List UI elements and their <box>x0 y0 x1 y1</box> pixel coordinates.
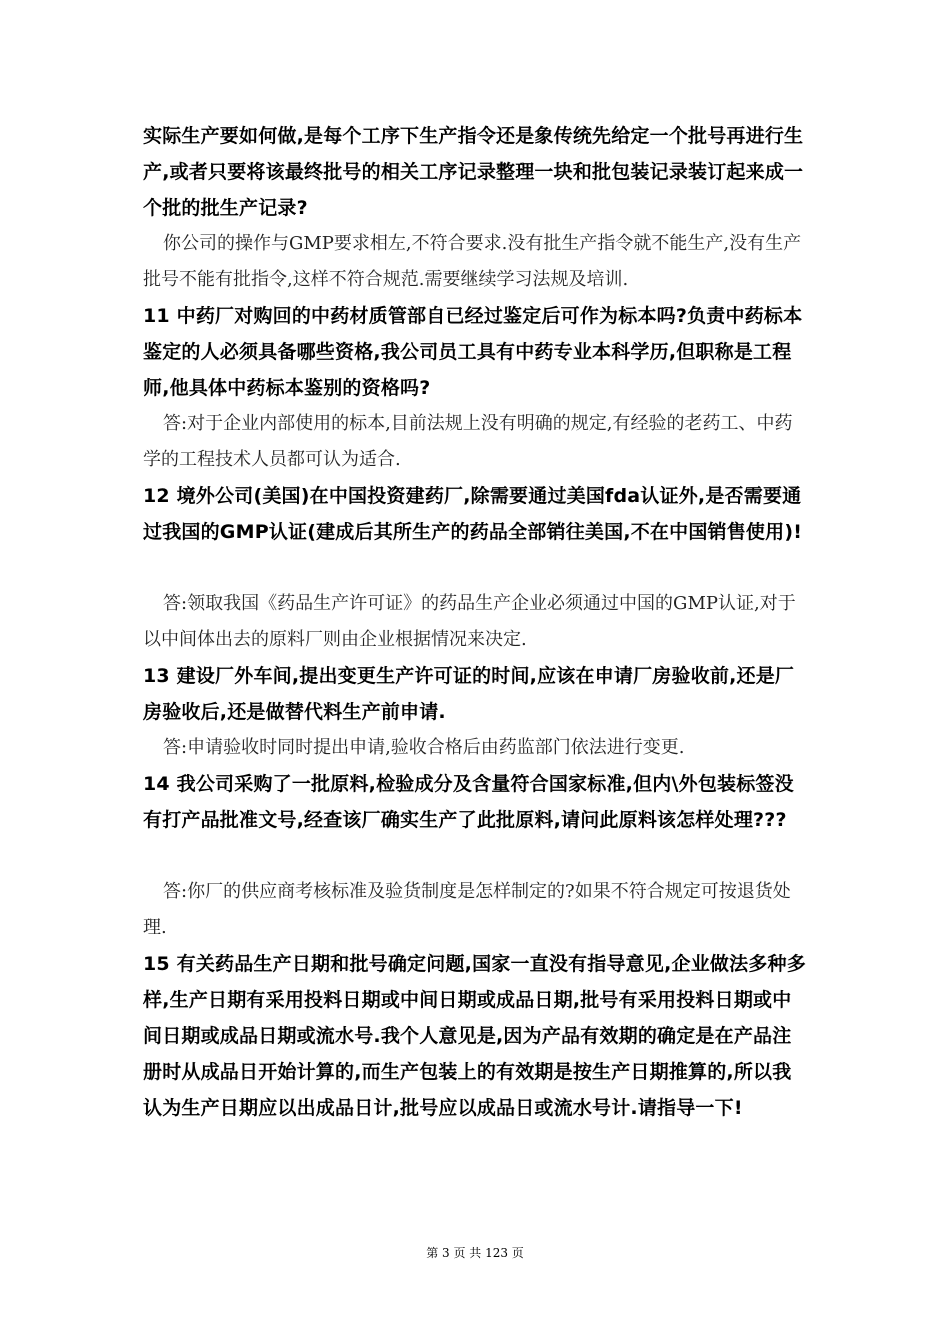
answer-text: 你公司的操作与GMP要求相左,不符合要求.没有批生产指令就不能生产,没有生产批号不能有批指令,这样不符合规范.需要继续学习法规及培训. <box>143 233 802 290</box>
question-text: 实际生产要如何做,是每个工序下生产指令还是象传统先给定一个批号再进行生产,或者只要将该最终批号的相关工序记录整理一块和批包装记录装订起来成一个批的批生产记录? <box>143 125 804 219</box>
page-body <box>143 118 809 1126</box>
question-15-text: 15 有关药品生产日期和批号确定问题,国家一直没有指导意见,企业做法多种多样,生产日期有采用投料日期或中间日期或成品日期,批号有采用投料日期或中间日期或成品日期或流水号.我个人意见是,因为产品有效期的确定是在产品注册时从成品日开始计算的,而生产包装上的有效期是按生产日期推算的,所以我认为生产日期应以出成品日计,批号应以成品日或流水号计.请指导一下! <box>143 953 806 1119</box>
question-11-text: 11 中药厂对购回的中药材质管部自已经过鉴定后可作为标本吗?负责中药标本鉴定的人必须具备哪些资格,我公司员工具有中药专业本科学历,但职称是工程师,他具体中药标本鉴别的资格吗? <box>143 305 803 399</box>
answer-12-text: 答:领取我国《药品生产许可证》的药品生产企业必须通过中国的GMP认证,对于以中间体出去的原料厂则由企业根据情况来决定. <box>143 593 796 650</box>
blank-line <box>143 838 809 874</box>
answer-11-text: 答:对于企业内部使用的标本,目前法规上没有明确的规定,有经验的老药工、中药学的工程技术人员都可认为适合. <box>143 413 793 470</box>
page-footer: 第 3 页 共 123 页 <box>426 1246 524 1260</box>
question-14-text: 14 我公司采购了一批原料,检验成分及含量符合国家标准,但内\外包装标签没有打产品批准文号,经查该厂确实生产了此批原料,请问此原料该怎样处理??? <box>143 773 794 831</box>
answer-14-text: 答:你厂的供应商考核标准及验货制度是怎样制定的?如果不符合规定可按退货处理. <box>143 881 791 938</box>
question-13-text: 13 建设厂外车间,提出变更生产许可证的时间,应该在申请厂房验收前,还是厂房验收后,还是做替代料生产前申请. <box>143 665 795 723</box>
answer-13-text: 答:申请验收时同时提出申请,验收合格后由药监部门依法进行变更. <box>163 737 685 758</box>
blank-line <box>143 550 809 586</box>
question-12-text: 12 境外公司(美国)在中国投资建药厂,除需要通过美国fda认证外,是否需要通过我国的GMP认证(建成后其所生产的药品全部销往美国,不在中国销售使用)! <box>143 485 803 543</box>
